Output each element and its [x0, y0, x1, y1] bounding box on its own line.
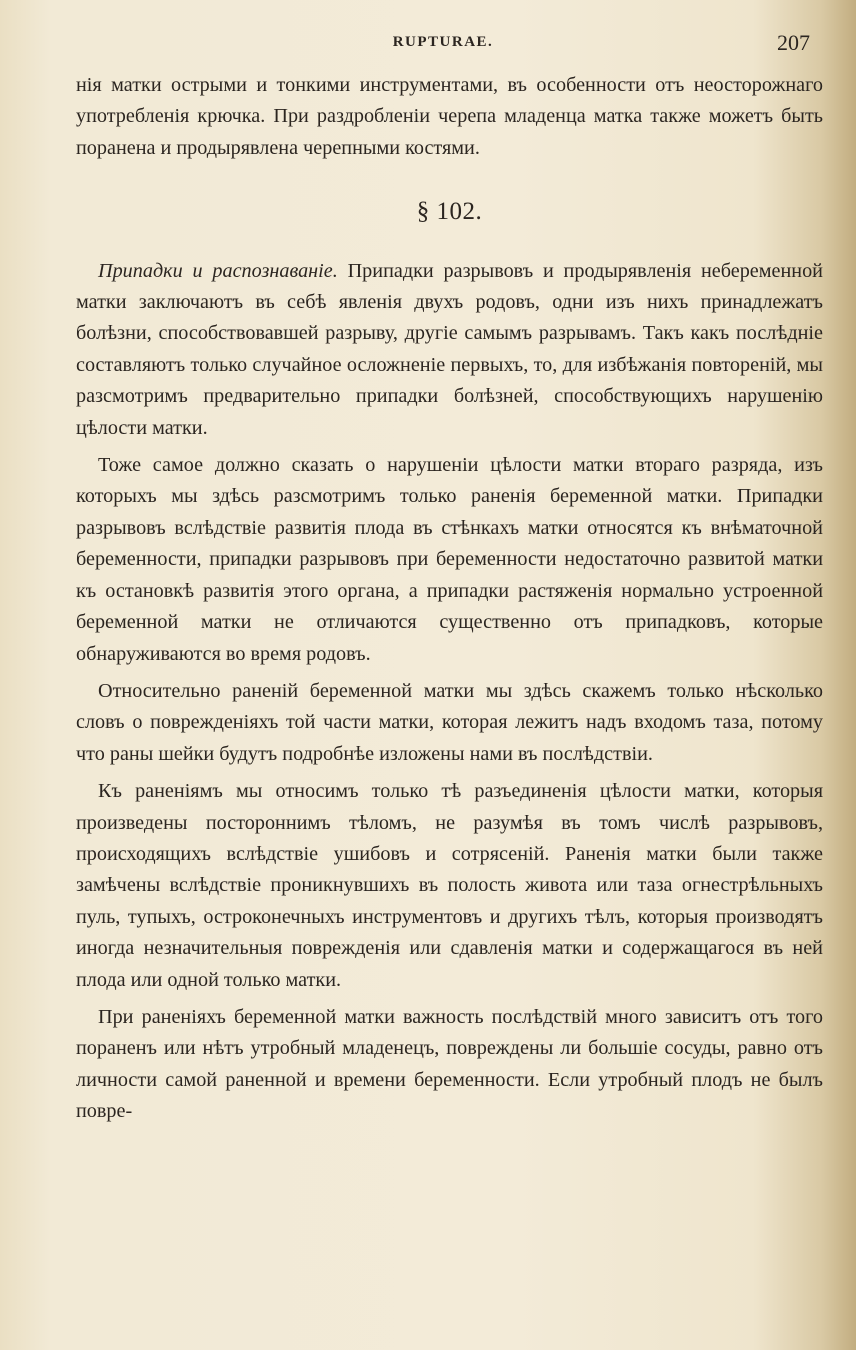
- section-heading: § 102.: [416, 198, 483, 226]
- running-header: [76, 30, 810, 58]
- paragraph-2: Тоже самое должно сказать о нарушеніи цѣлости матки втораго разряда, изъ которыхъ мы здѣсь разсмотримъ только раненія беременной матки. Припадки разрывовъ вслѣдствіе развитія плода въ стѣнкахъ матки относятся къ внѣматочной беременности, припадки разрывовъ при беременности недостаточно развитой матки къ остановкѣ развитія этого органа, а припадки растяженія нормально устроенной беременной матки не отличаются существенно отъ припадковъ, которые обнаруживаются во время родовъ.: [76, 454, 823, 665]
- paragraph-4: Къ раненіямъ мы относимъ только тѣ разъединенія цѣлости матки, которыя произведены постороннимъ тѣломъ, не разумѣя въ томъ числѣ разрывовъ, происходящихъ вслѣдствіе ушибовъ и сотрясеній. Раненія матки были также замѣчены вслѣдствіе проникнувшихъ въ полость живота или таза огнестрѣльныхъ пуль, тупыхъ, остроконечныхъ инструментовъ и другихъ тѣлъ, которыя производятъ иногда незначительныя поврежденія или сдавленія матки и содержащагося въ ней плода или одной только матки.: [76, 780, 823, 991]
- paragraph-1-text: Припадки разрывовъ и продырявленія небеременной матки заключаютъ въ себѣ явленія двухъ родовъ, одни изъ нихъ принадлежатъ болѣзни, способствовавшей разрыву, другіе самымъ разрывамъ. Такъ какъ послѣдніе составляютъ только случайное осложненіе первыхъ, то, для избѣжанія повтореній, мы разсмотримъ предварительно припадки болѣзней, способствующихъ нарушенію цѣлости матки.: [76, 259, 823, 439]
- section-lead-in: Припадки и распознаванiе.: [98, 259, 338, 282]
- continued-paragraph: нія матки острыми и тонкими инструментами, въ особенности отъ неосторожнаго употребленія крючка. При раздробленіи черепа младенца матка также можетъ быть поранена и продырявлена черепными костями.: [76, 74, 823, 159]
- body-text: [76, 70, 823, 1128]
- page-number: 207: [777, 30, 810, 55]
- paragraph-5: При раненіяхъ беременной матки важность послѣдствій много зависитъ отъ того пораненъ или нѣтъ утробный младенецъ, повреждены ли большіе сосуды, равно отъ личности самой раненной и времени беременности. Если утробный плодъ не былъ повре-: [76, 1005, 823, 1123]
- paragraph-3: Относительно раненій беременной матки мы здѣсь скажемъ только нѣсколько словъ о поврежденіяхъ той части матки, которая лежитъ надъ входомъ таза, потому что раны шейки будутъ подробнѣе изложены нами въ послѣдствіи.: [76, 679, 823, 765]
- paragraph-1: [76, 256, 823, 444]
- running-title: RUPTURAE.: [392, 34, 494, 50]
